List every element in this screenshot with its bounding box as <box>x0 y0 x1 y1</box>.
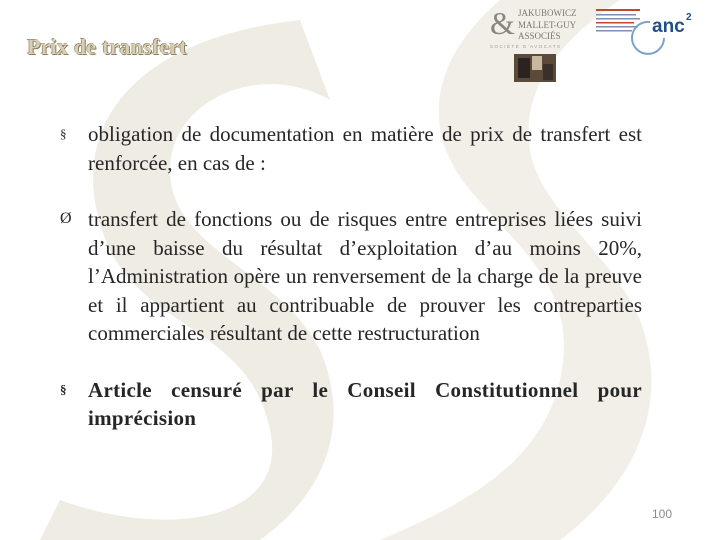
square-bullet-icon: § <box>60 126 67 141</box>
page-number: 100 <box>652 507 673 521</box>
header-logos <box>488 4 712 86</box>
slide-title: Prix de transfert <box>27 34 187 59</box>
bullet-item-2 <box>60 205 642 348</box>
bullet-text-1: obligation de documentation en matière de prix de transfert est renforcée, en cas de : <box>88 122 642 175</box>
bullet-text-2: transfert de fonctions ou de risques entre entreprises liées suivi d’une baisse du résultat d’exploitation d’au moins 20%, l’Administration opère un renversement de la charge de la preuve et il appartient au contribuable de prouver les contreparties commerciales résultant de cette restructuration <box>88 207 642 345</box>
photo-thumbnail-icon <box>514 54 556 82</box>
anc-logo-text: anc <box>652 16 685 37</box>
firm-line-2: MALLET-GUY <box>518 20 577 30</box>
firm-line-3: ASSOCIÉS <box>518 31 561 41</box>
firm-line-1: JAKUBOWICZ <box>518 8 577 18</box>
square-bullet-icon: § <box>60 381 67 397</box>
anc-logo-superscript: 2 <box>686 12 692 23</box>
bullet-item-1 <box>60 120 642 177</box>
svg-text:&: & <box>490 5 515 41</box>
arrow-bullet-icon: Ø <box>60 210 72 227</box>
bullet-list <box>60 120 642 461</box>
bullet-text-3: Article censuré par le Conseil Constitutionnel pour imprécision <box>88 377 642 430</box>
firm-logo-icon <box>488 4 712 86</box>
bullet-item-3 <box>60 376 642 433</box>
firm-tagline: SOCIÉTÉ D'AVOCATS <box>490 44 562 49</box>
